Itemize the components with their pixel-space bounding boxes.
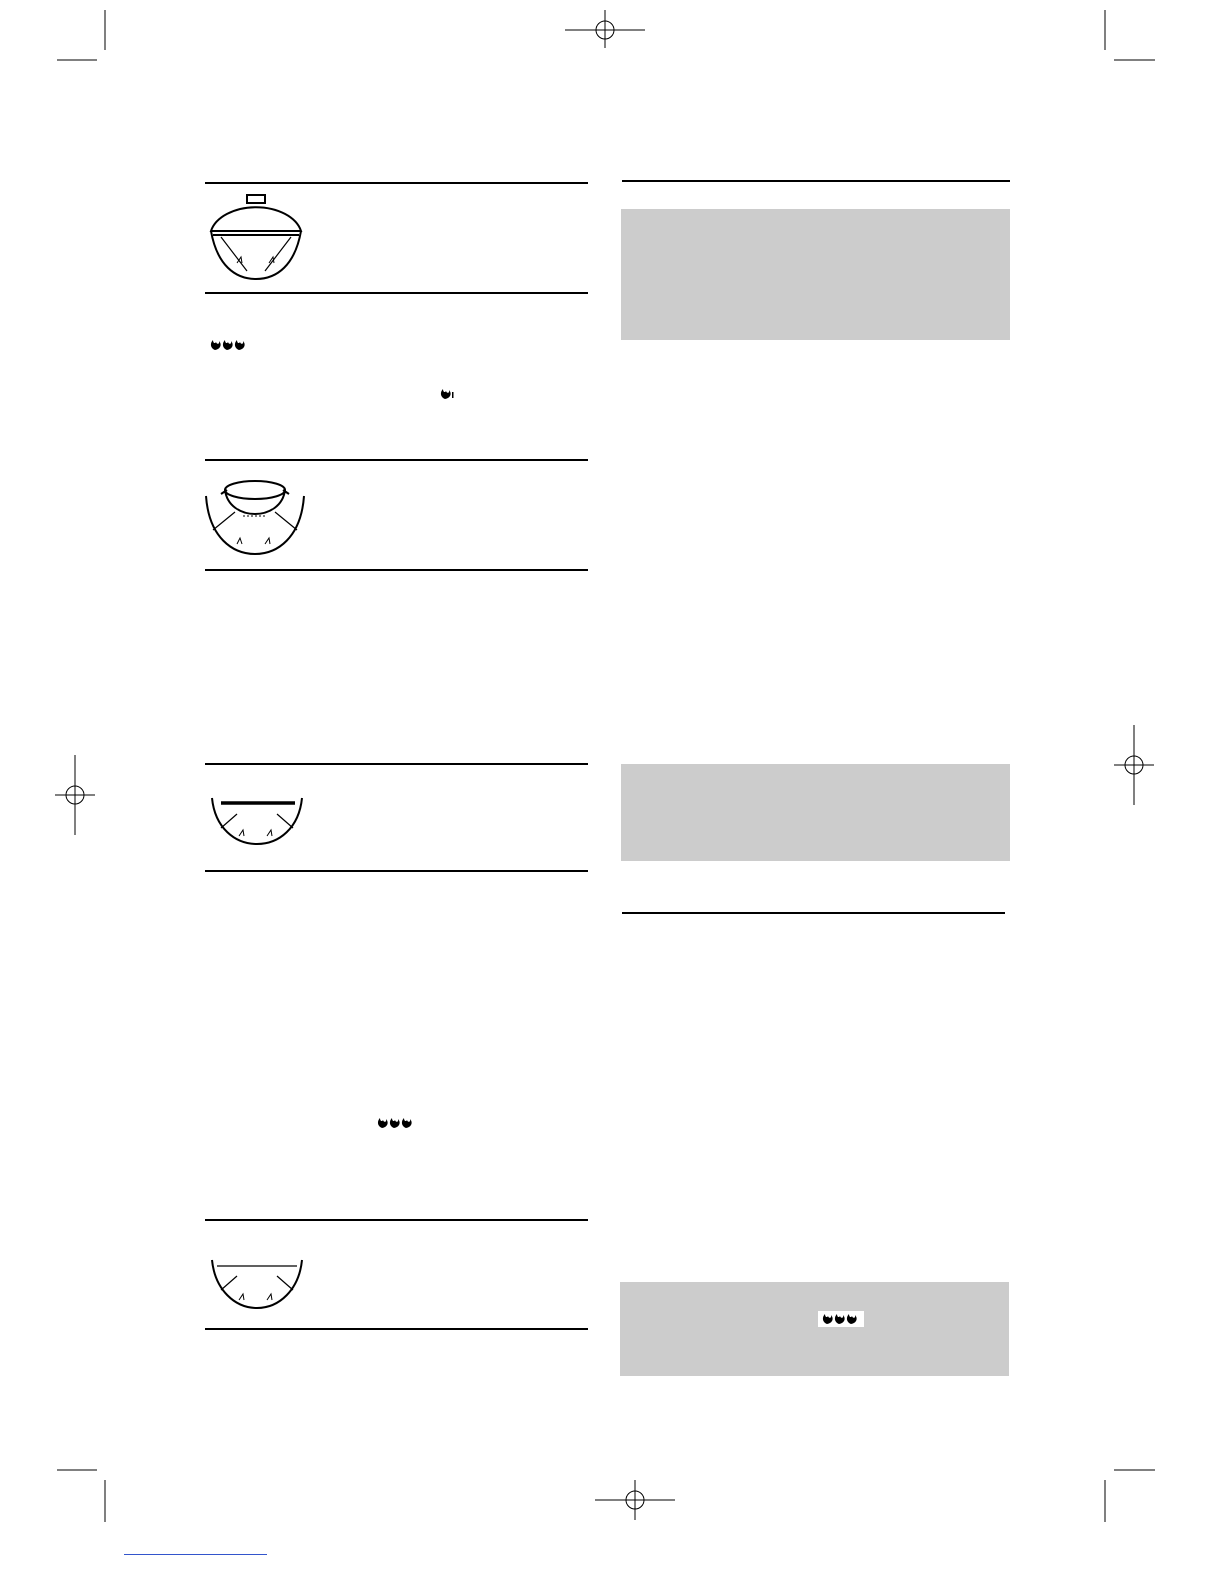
registration-mark-right: [1114, 725, 1154, 805]
section-rule-bottom: [205, 292, 588, 294]
note-box: [621, 764, 1010, 861]
section-rule-bottom: [205, 1328, 588, 1330]
kettle-open-icon: [209, 1256, 305, 1314]
section-rule-bottom: [205, 870, 588, 872]
flame-heat-icon: [821, 1312, 861, 1326]
section-rule-top: [205, 1219, 588, 1221]
section-rule-bottom: [205, 569, 588, 571]
section-rule-top: [205, 763, 588, 765]
flame-low-heat-icon: [439, 387, 455, 401]
section-rule-top: [205, 182, 588, 184]
registration-mark-bottom: [595, 1480, 675, 1520]
section-rule-top: [622, 912, 1005, 914]
registration-mark-top: [565, 10, 645, 48]
note-box: [621, 209, 1010, 340]
wok-in-kettle-icon: [203, 470, 307, 562]
grate-in-kettle-icon: [209, 794, 305, 850]
section-rule-top: [622, 180, 1010, 182]
flame-heat-icon: [376, 1116, 416, 1130]
flame-heat-icon: [209, 338, 249, 352]
section-rule-top: [205, 459, 588, 461]
link-underline: [124, 1554, 267, 1555]
registration-mark-left: [55, 755, 95, 835]
note-box: [620, 1282, 1009, 1376]
kettle-with-lid-icon: [205, 193, 305, 283]
